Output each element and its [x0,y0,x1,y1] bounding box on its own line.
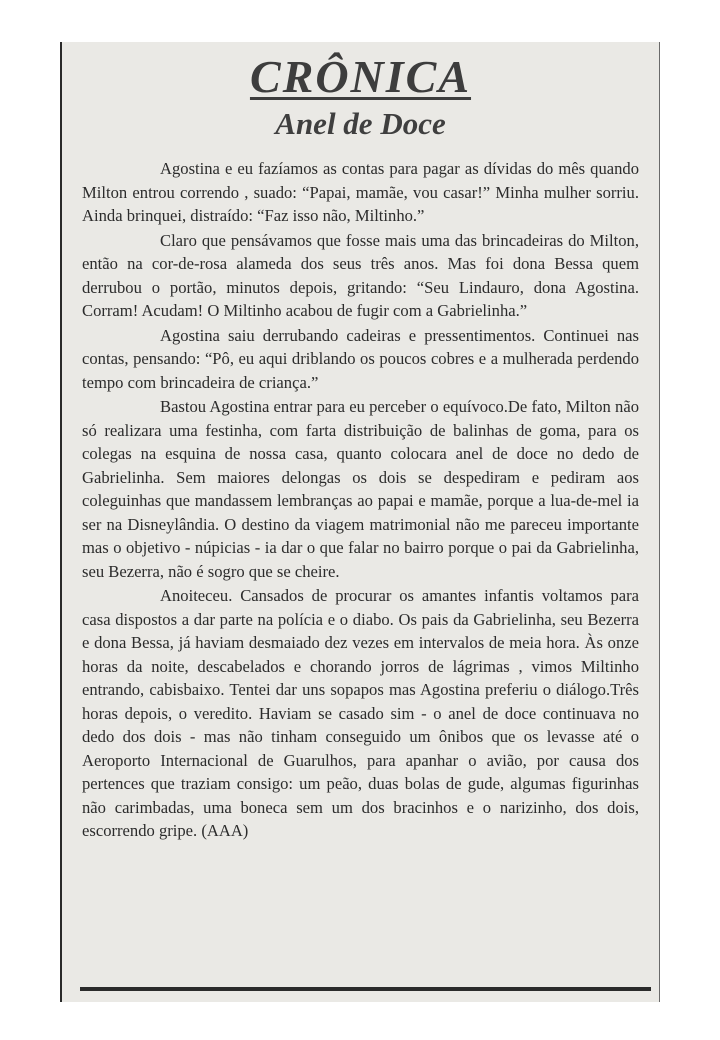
newspaper-clipping [60,42,660,1002]
paragraph: Agostina saiu derrubando cadeiras e pressentimentos. Continuei nas contas, pensando: “Pô, eu aqui driblando os poucos cobres e a mulherada perdendo tempo com brincadeira de criança.” [82,325,639,392]
header [62,50,659,142]
article-body [82,157,639,844]
section-heading: CRÔNICA [249,51,472,102]
paragraph: Claro que pensávamos que fosse mais uma das brincadeiras do Milton, então na cor-de-rosa alameda dos seus três anos. Mas foi dona Bessa quem derrubou o portão, minutos depois, gritando: “Seu Lindauro, dona Agostina. Corram! Acudam! O Miltinho acabou de fugir com a Gabrielinha.” [82,230,639,320]
article-title: Anel de Doce [275,106,446,141]
paragraph: Agostina e eu fazíamos as contas para pagar as dívidas do mês quando Milton entrou correndo , suado: “Papai, mamãe, vou casar!” Minha mulher sorriu. Ainda brinquei, distraído: “Faz isso não, Miltinho.” [82,159,639,225]
bottom-rule [80,987,651,991]
paragraph: Bastou Agostina entrar para eu perceber o equívoco.De fato, Milton não só realizara uma festinha, com farta distribuição de balinhas de goma, para os colegas na esquina de nossa casa, quanto colocara anel de doce no dedo de Gabrielinha. Sem maiores delongas os dois se despediram e pediram aos coleguinhas que mandassem lembranças ao papai e mamãe, porque a lua-de-mel ia ser na Disneylândia. O destino da viagem matrimonial não me pareceu importante mas o objetivo - núpicias - ia dar o que falar no bairro porque o pai da Gabrielinha, seu Bezerra, não é sogro que se cheire. [82,397,639,581]
paragraph: Anoiteceu. Cansados de procurar os amantes infantis voltamos para casa dispostos a dar parte na polícia e o diabo. Os pais da Gabrielinha, seu Bezerra e dona Bessa, já haviam desmaiado dez vezes em intervalos de meia hora. Às onze horas da noite, descabelados e chorando jorros de lágrimas , vimos Miltinho entrando, cabisbaixo. Tentei dar uns sopapos mas Agostina preferiu o diálogo.Três horas depois, o veredito. Haviam se casado sim - o anel de doce continuava no dedo dos dois - mas não tinham conseguido um ônibos que os levasse até o Aeroporto Internacional de Guarulhos, para apanhar o avião, por causa dos pertences que traziam consigo: um peão, duas bolas de gude, algumas figurinhas não carimbadas, uma boneca sem um dos bracinhos e o narizinho, dos dois, escorrendo gripe. (AAA) [82,586,639,840]
